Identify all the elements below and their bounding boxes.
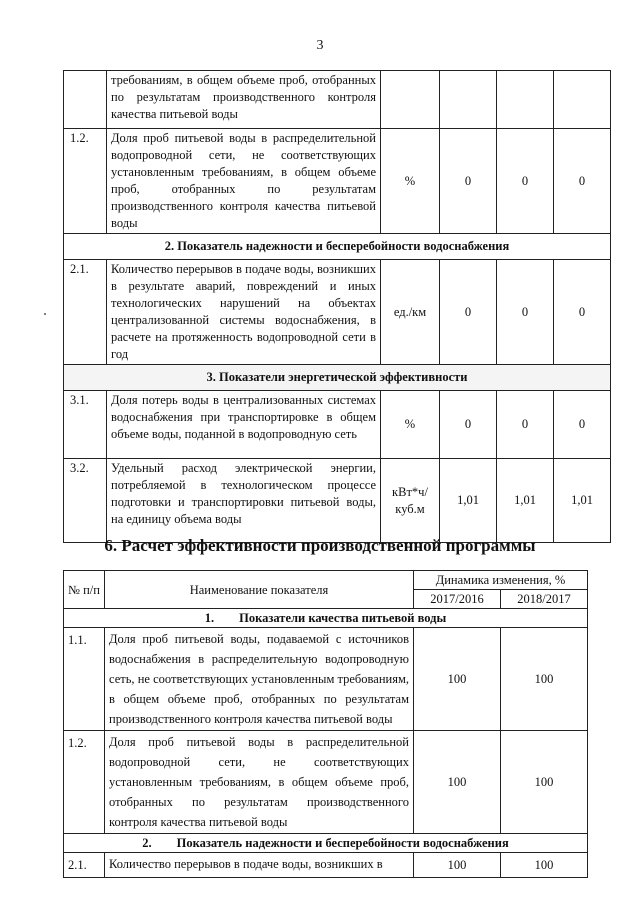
row-description: Доля проб питьевой воды, подаваемой с источников водоснабжения в распределительную водопроводную сеть, не соответствующих установленным требованиям, в общем объеме проб, отобранных по результатам производственного контроля качества питьевой воды — [105, 628, 414, 731]
row-value — [554, 71, 611, 129]
row-value: 0 — [554, 260, 611, 365]
table-row — [64, 71, 611, 129]
row-number: 3.1. — [64, 391, 107, 459]
section-row — [64, 609, 588, 628]
table-row — [64, 731, 588, 834]
row-description: Количество перерывов в подаче воды, возникших в результате аварий, повреждений и иных технологических нарушений на объектах централизованной системы водоснабжения, в расчете на протяженность водопроводной сети в год — [107, 260, 381, 365]
row-value: 100 — [414, 731, 501, 834]
row-value: 1,01 — [497, 459, 554, 543]
row-value: 1,01 — [554, 459, 611, 543]
row-number: 1.2. — [64, 731, 105, 834]
row-number: 1.2. — [64, 129, 107, 234]
row-unit — [381, 71, 440, 129]
header-dynamics: Динамика изменения, % — [414, 571, 588, 590]
row-value: 100 — [501, 731, 588, 834]
row-value: 0 — [497, 260, 554, 365]
row-value: 100 — [501, 628, 588, 731]
header-col-1: 2017/2016 — [414, 590, 501, 609]
row-value — [497, 71, 554, 129]
row-description: Удельный расход электрической энергии, потребляемой в технологическом процессе подготовки и транспортировки питьевой воды, на единицу объема воды — [107, 459, 381, 543]
row-value: 0 — [440, 391, 497, 459]
row-description: Количество перерывов в подаче воды, возникших в — [105, 853, 414, 878]
row-value: 0 — [440, 260, 497, 365]
row-number: 3.2. — [64, 459, 107, 543]
section-row — [64, 365, 611, 391]
row-value: 1,01 — [440, 459, 497, 543]
row-unit: ед./км — [381, 260, 440, 365]
table-row — [64, 853, 588, 878]
table-row — [64, 459, 611, 543]
row-value: 0 — [497, 129, 554, 234]
table-row — [64, 391, 611, 459]
section-title: 2. Показатель надежности и бесперебойности водоснабжения — [64, 234, 611, 260]
row-value: 0 — [440, 129, 497, 234]
row-number: 2.1. — [64, 853, 105, 878]
section-title: 3. Показатели энергетической эффективности — [64, 365, 611, 391]
row-number: 2.1. — [64, 260, 107, 365]
table-row — [64, 628, 588, 731]
section-title: 2. Показатель надежности и бесперебойности водоснабжения — [64, 834, 588, 853]
section-6-title: 6. Расчет эффективности производственной программы — [104, 536, 536, 555]
table-row — [64, 129, 611, 234]
row-number — [64, 71, 107, 129]
table-header-row — [64, 571, 588, 590]
row-value — [440, 71, 497, 129]
section-row — [64, 834, 588, 853]
row-value: 100 — [414, 853, 501, 878]
page-number: 3 — [316, 38, 324, 53]
row-description: Доля потерь воды в централизованных системах водоснабжения при транспортировке в общем объеме воды, поданной в водопроводную сеть — [107, 391, 381, 459]
scan-speck — [44, 313, 46, 315]
row-description: Доля проб питьевой воды в распределительной водопроводной сети, не соответствующих установленным требованиям, в общем объеме проб, отобранных по результатам производственного контроля качества питьевой воды — [107, 129, 381, 234]
row-value: 100 — [414, 628, 501, 731]
row-value: 100 — [501, 853, 588, 878]
indicators-table — [63, 70, 611, 543]
row-unit: кВт*ч/ куб.м — [381, 459, 440, 543]
table-row — [64, 260, 611, 365]
header-name: Наименование показателя — [105, 571, 414, 609]
row-unit: % — [381, 391, 440, 459]
row-description: Доля проб питьевой воды в распределительной водопроводной сети, не соответствующих установленным требованиям, в общем объеме проб, отобранных по результатам производственного контроля качества питьевой воды — [105, 731, 414, 834]
row-description: требованиям, в общем объеме проб, отобранных по результатам производственного контроля качества питьевой воды — [107, 71, 381, 129]
row-value: 0 — [554, 391, 611, 459]
row-unit: % — [381, 129, 440, 234]
header-col-2: 2018/2017 — [501, 590, 588, 609]
header-num: № п/п — [64, 571, 105, 609]
row-value: 0 — [554, 129, 611, 234]
section-row — [64, 234, 611, 260]
section-title: 1. Показатели качества питьевой воды — [64, 609, 588, 628]
efficiency-table — [63, 570, 588, 878]
row-number: 1.1. — [64, 628, 105, 731]
row-value: 0 — [497, 391, 554, 459]
